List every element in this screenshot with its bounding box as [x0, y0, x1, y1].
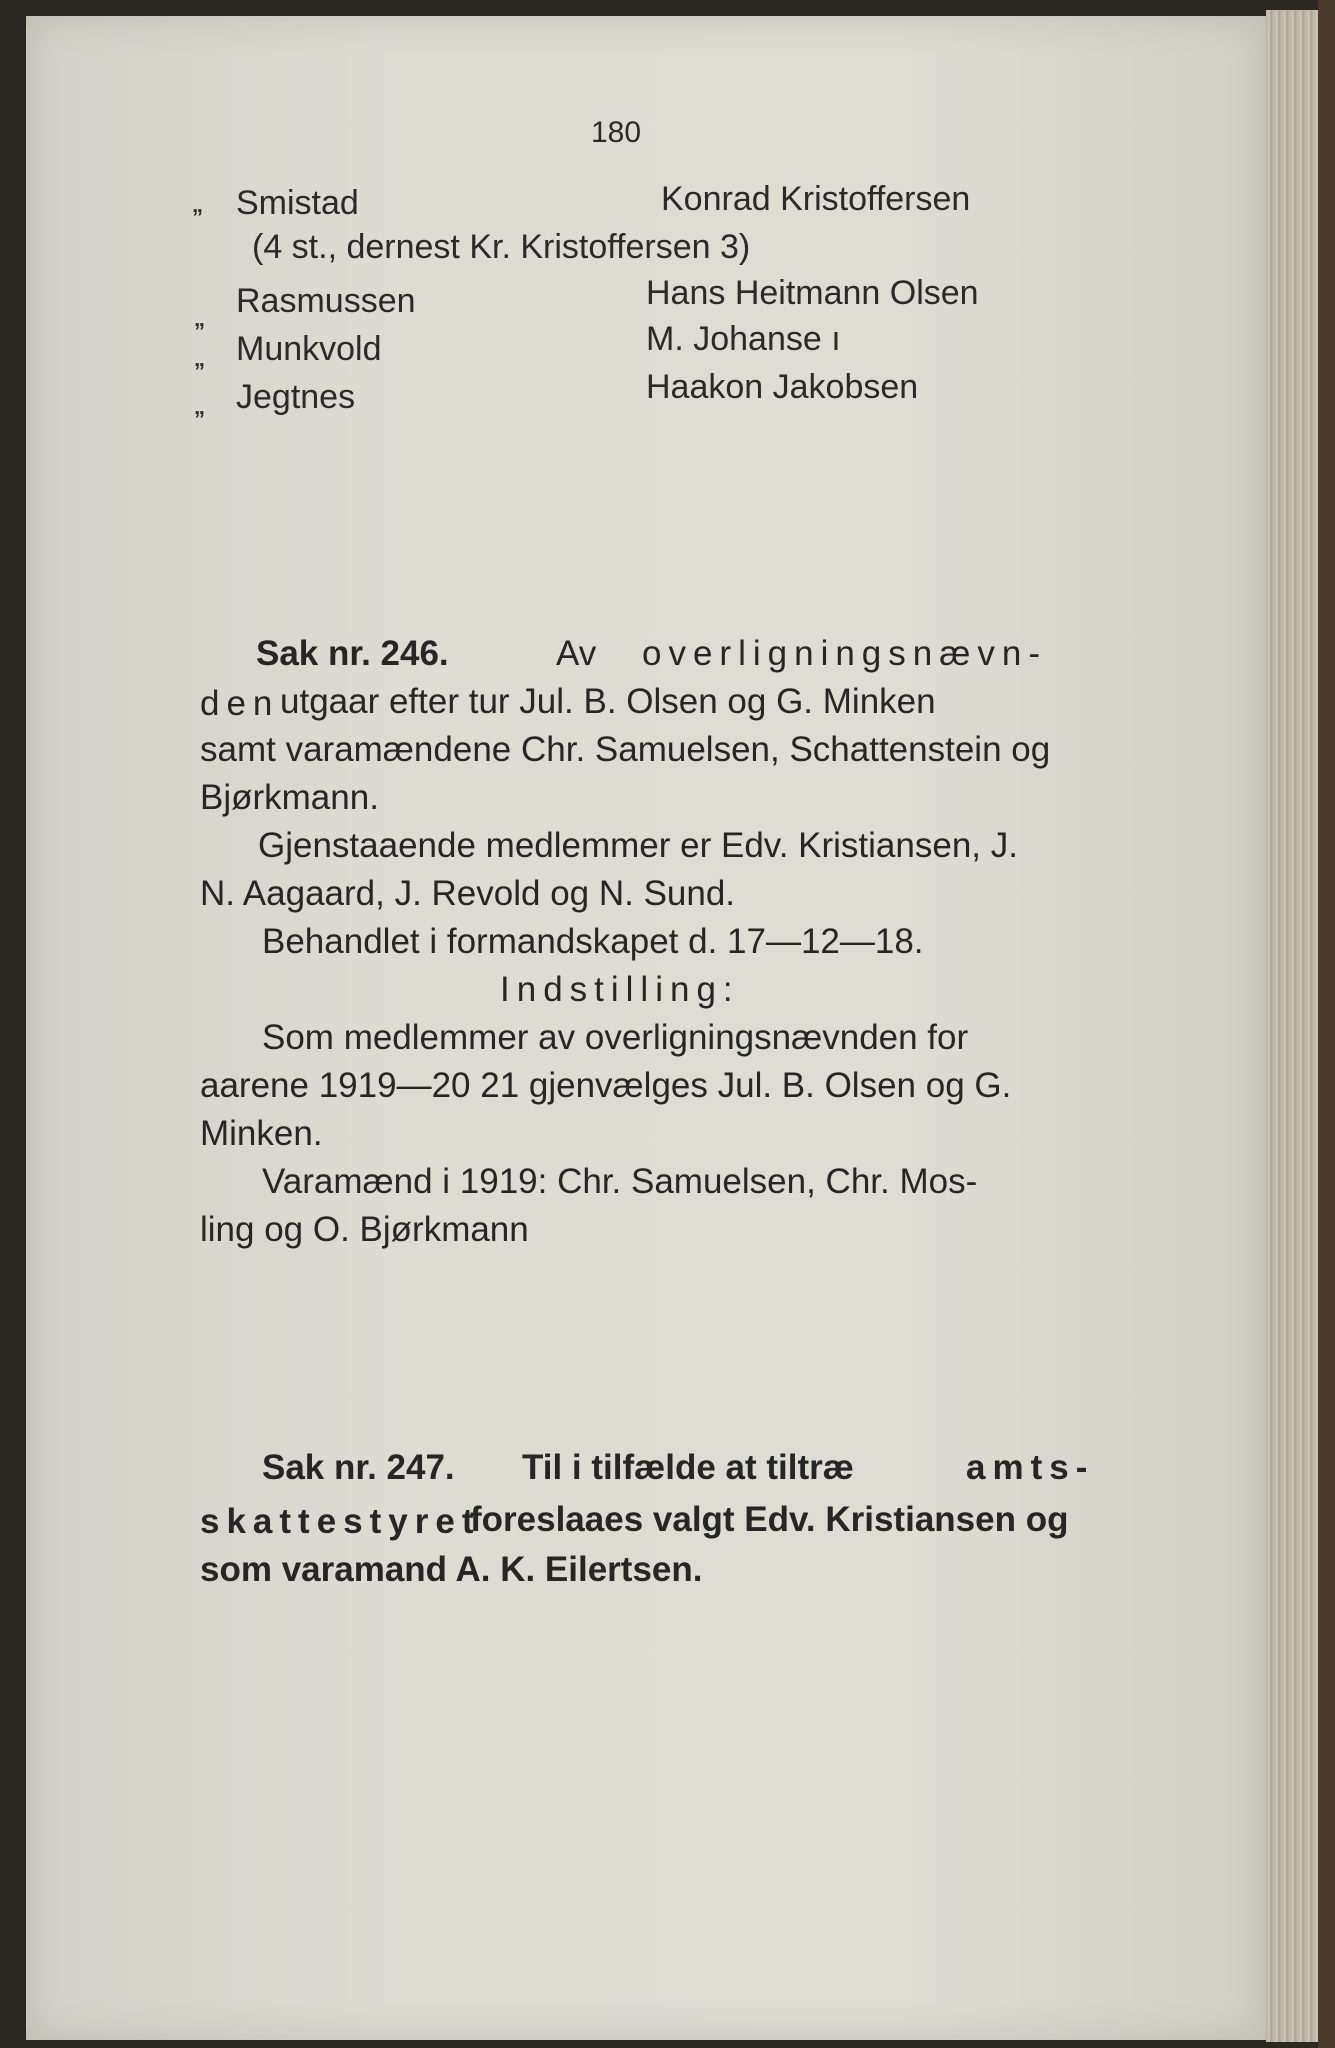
- member-name: Rasmussen: [236, 282, 416, 320]
- case-text: foreslaaes valgt Edv. Kristiansen og: [470, 1500, 1069, 1539]
- case-text: N. Aagaard, J. Revold og N. Sund.: [200, 874, 736, 913]
- book-cover-edge: [1318, 0, 1335, 2048]
- case-text: Til i tilfælde at tiltræ: [522, 1448, 854, 1487]
- case-text: utgaar efter tur Jul. B. Olsen og G. Minken: [280, 682, 936, 721]
- page-number: 180: [590, 116, 642, 149]
- case-heading: Sak nr. 247.: [262, 1448, 455, 1487]
- case-text: som varamand A. K. Eilertsen.: [200, 1550, 703, 1589]
- case-text: Gjenstaaende medlemmer er Edv. Kristiansen, J.: [258, 826, 1018, 865]
- ditto-mark: „: [194, 394, 205, 419]
- case-text: Bjørkmann.: [200, 778, 379, 817]
- book-page: [26, 16, 1266, 2040]
- member-name: Haakon Jakobsen: [646, 368, 919, 406]
- ditto-mark: „: [192, 192, 203, 217]
- member-name: Munkvold: [236, 330, 382, 368]
- case-text-spaced: den: [200, 684, 280, 723]
- case-text: Behandlet i formandskapet d. 17—12—18.: [262, 922, 924, 961]
- recommendation-heading: Indstilling:: [500, 970, 740, 1009]
- case-text: Varamænd i 1919: Chr. Samuelsen, Chr. Mos-: [262, 1162, 978, 1201]
- case-text: samt varamændene Chr. Samuelsen, Schattenstein og: [200, 730, 1051, 769]
- case-text: aarene 1919—20 21 gjenvælges Jul. B. Olsen og G.: [200, 1066, 1012, 1105]
- member-name: Smistad: [236, 184, 359, 222]
- case-text: Av: [556, 634, 597, 673]
- ditto-mark: „: [194, 306, 205, 331]
- member-name: Konrad Kristoffersen: [661, 180, 971, 218]
- member-note: (4 st., dernest Kr. Kristoffersen 3): [252, 228, 751, 266]
- ditto-mark: „: [194, 346, 205, 371]
- page-edge-stack: [1266, 10, 1318, 2042]
- case-text-spaced: skattestyret: [200, 1502, 481, 1541]
- case-text: ling og O. Bjørkmann: [200, 1210, 529, 1249]
- member-name: Hans Heitmann Olsen: [646, 274, 979, 312]
- member-name: M. Johanse ı: [646, 320, 841, 358]
- member-name: Jegtnes: [236, 378, 356, 416]
- case-text-spaced: overligningsnævn-: [642, 634, 1047, 673]
- case-text: Minken.: [200, 1114, 323, 1153]
- case-heading: Sak nr. 246.: [256, 634, 449, 673]
- case-text: Som medlemmer av overligningsnævnden for: [262, 1018, 969, 1057]
- case-text-spaced: amts-: [966, 1448, 1095, 1487]
